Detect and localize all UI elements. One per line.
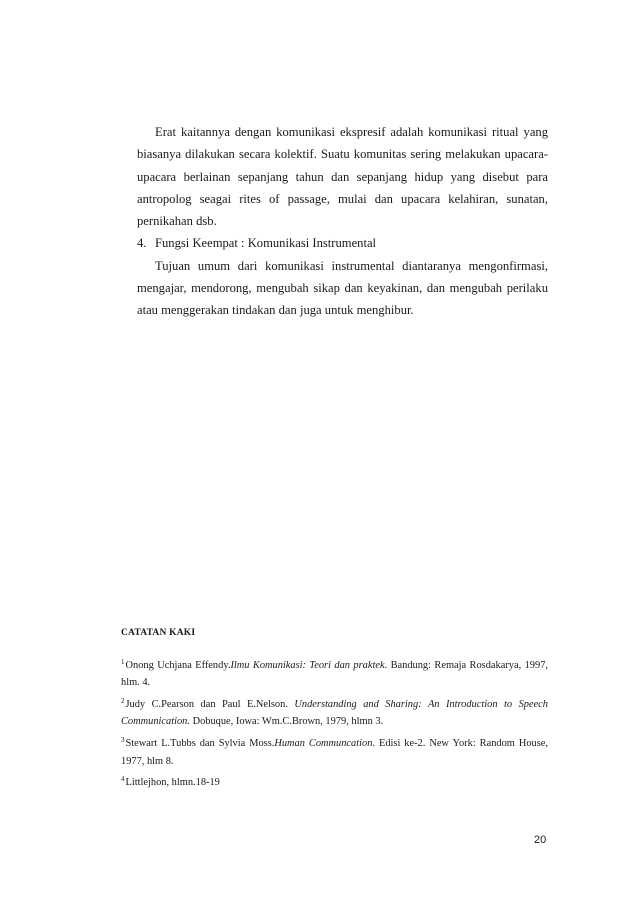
footnote-2 <box>121 693 548 731</box>
footnote-1 <box>121 654 548 692</box>
footnote-title: Understanding and Sharing: An Introduction to Speech Communication. <box>121 698 548 728</box>
footnote-3 <box>121 732 548 770</box>
list-item-function-four <box>137 232 548 254</box>
footnote-number: 4 <box>121 775 125 784</box>
footnote-text: Onong Uchjana Effendy. <box>125 659 231 671</box>
footnote-text: Dobuque, Iowa: Wm.C.Brown, 1979, hlmn 3. <box>189 716 384 728</box>
footnote-number: 1 <box>121 657 125 666</box>
page-number: 20 <box>534 834 547 846</box>
footnote-text: Littlejhon, hlmn.18-19 <box>125 777 220 789</box>
footnote-number: 2 <box>121 696 125 705</box>
list-item-number: 4. <box>137 236 147 251</box>
footnote-title: Human Communcation <box>274 737 373 749</box>
footnotes-heading: CATATAN KAKI <box>121 628 196 638</box>
footnote-number: 3 <box>121 735 125 744</box>
paragraph-instrumental-communication: Tujuan umum dari komunikasi instrumental diantaranya mengonfirmasi, mengajar, mendorong, mengubah sikap dan keyakinan, dan mengubah perilaku atau menggerakan tindakan dan juga untuk menghibur. <box>137 258 548 318</box>
footnote-title: Ilmu Komunikasi: Teori dan praktek <box>230 659 385 671</box>
footnote-text: Judy C.Pearson dan Paul E.Nelson. <box>125 698 295 710</box>
footnote-text: . Bandung: Remaja Rosdakarya, 1997, hlm. 4. <box>121 659 548 689</box>
footnotes-section <box>121 625 548 793</box>
footnote-text: . Edisi ke-2. New York: Random House, 1977, hlm 8. <box>121 737 549 767</box>
footnote-text: Stewart L.Tubbs dan Sylvia Moss. <box>125 737 275 749</box>
footnote-4 <box>121 771 548 792</box>
list-item-title: Fungsi Keempat : Komunikasi Instrumental <box>155 236 377 251</box>
body-text <box>137 121 548 322</box>
paragraph-ritual-communication: Erat kaitannya dengan komunikasi ekspresif adalah komunikasi ritual yang biasanya dilakukan secara kolektif. Suatu komunitas sering melakukan upacara-upacara berlainan sepanjang tahun dan sepanjang hidup yang disebut para antropolog seagai rites of passage, mulai dan upacara kelahiran, sunatan, pernikahan dsb. <box>137 125 548 229</box>
